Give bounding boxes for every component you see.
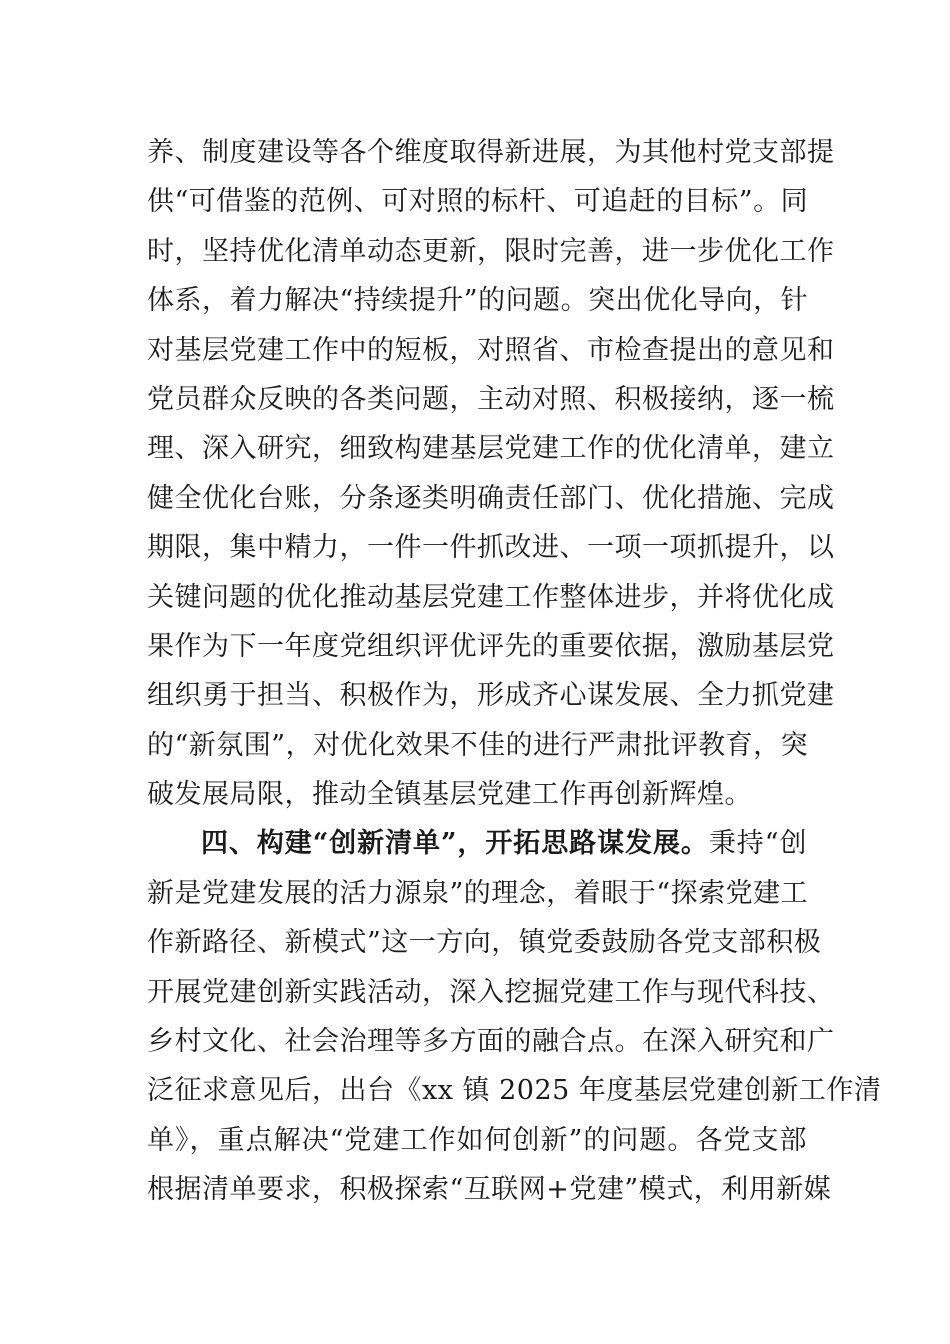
text-line: 新是党建发展的活力源泉”的理念，着眼于“探索党建工 — [147, 877, 809, 909]
text-line: 根据清单要求，积极探索“互联网+党建”模式，利用新媒 — [147, 1174, 832, 1206]
text-line: 体系，着力解决“持续提升”的问题。突出优化导向，针 — [147, 285, 809, 317]
text-line: 单》，重点解决“党建工作如何创新”的问题。各党支部 — [147, 1124, 807, 1156]
document-body — [147, 128, 882, 1215]
heading-line-rest: 秉持“创 — [708, 828, 807, 860]
text-line: 开展党建创新实践活动，深入挖掘党建工作与现代科技、 — [147, 976, 835, 1008]
text-line: 关键问题的优化推动基层党建工作整体进步，并将优化成 — [147, 581, 835, 613]
section-heading-line — [147, 819, 807, 868]
text-line: 对基层党建工作中的短板，对照省、市检查提出的意见和 — [147, 334, 835, 366]
text-line: 乡村文化、社会治理等多方面的融合点。在深入研究和广 — [147, 1026, 835, 1058]
section-heading: 四、构建“创新清单”，开拓思路谋发展。 — [201, 828, 709, 860]
text-line: 破发展局限，推动全镇基层党建工作再创新辉煌。 — [147, 779, 752, 811]
text-line: 养、制度建设等各个维度取得新进展，为其他村党支部提 — [147, 137, 835, 168]
text-line: 组织勇于担当、积极作为，形成齐心谋发展、全力抓党建 — [147, 680, 835, 712]
text-line: 供“可借鉴的范例、可对照的标杆、可追赶的目标”。同 — [147, 186, 809, 218]
text-line: 期限，集中精力，一件一件抓改进、一项一项抓提升，以 — [147, 532, 835, 564]
text-line: 理、深入研究，细致构建基层党建工作的优化清单，建立 — [147, 433, 835, 465]
text-line: 党员群众反映的各类问题，主动对照、积极接纳，逐一梳 — [147, 383, 835, 415]
text-line: 泛征求意见后，出台《xx 镇 2025 年度基层党建创新工作清 — [147, 1075, 882, 1107]
text-line: 的“新氛围”，对优化效果不佳的进行严肃批评教育，突 — [147, 729, 809, 761]
text-line: 时，坚持优化清单动态更新，限时完善，进一步优化工作 — [147, 235, 835, 267]
text-line: 健全优化台账，分条逐类明确责任部门、优化措施、完成 — [147, 482, 835, 514]
text-line: 果作为下一年度党组织评优评先的重要依据，激励基层党 — [147, 630, 835, 662]
text-line: 作新路径、新模式”这一方向，镇党委鼓励各党支部积极 — [147, 927, 822, 959]
